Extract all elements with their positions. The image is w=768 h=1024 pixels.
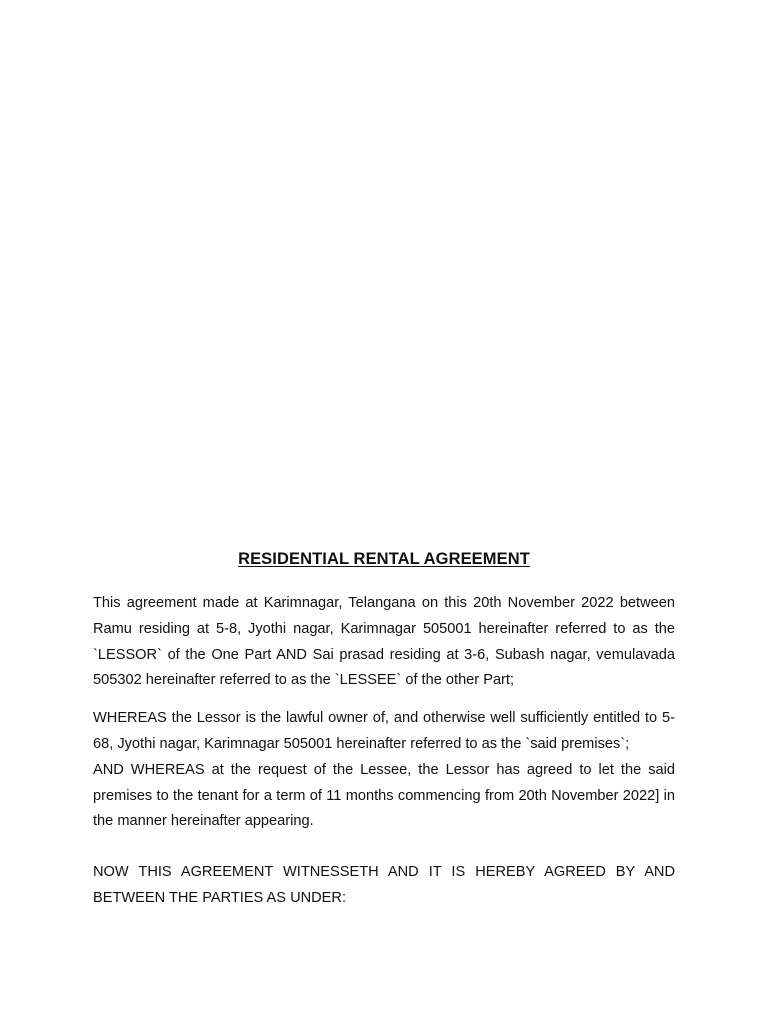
paragraph-spacer: [93, 694, 675, 706]
whereas-lease-term-paragraph: AND WHEREAS at the request of the Lessee, the Lessor has agreed to let the said premises to the tenant for a term of 11 months commencing from 20th November 2022] in the manner hereinafter appearing.: [93, 761, 675, 830]
agreement-body: [93, 547, 675, 912]
witnesseth-paragraph: NOW THIS AGREEMENT WITNESSETH AND IT IS HEREBY AGREED BY AND BETWEEN THE PARTIES AS UNDER:: [93, 864, 675, 906]
agreement-intro-paragraph: This agreement made at Karimnagar, Telangana on this 20th November 2022 between Ramu residing at 5-8, Jyothi nagar, Karimnagar 505001 hereinafter referred to as the `LESSOR` of the One Part AND Sai prasad residing at 3-6, Subash nagar, vemulavada 505302 hereinafter referred to as the `LESSEE` of the other Part;: [93, 595, 675, 689]
whereas-ownership-paragraph: WHEREAS the Lessor is the lawful owner of, and otherwise well sufficiently entitled to 5-68, Jyothi nagar, Karimnagar 505001 hereinafter referred to as the `said premises`;: [93, 710, 675, 752]
paragraph-spacer: [93, 835, 675, 860]
agreement-title: RESIDENTIAL RENTAL AGREEMENT: [238, 550, 530, 568]
